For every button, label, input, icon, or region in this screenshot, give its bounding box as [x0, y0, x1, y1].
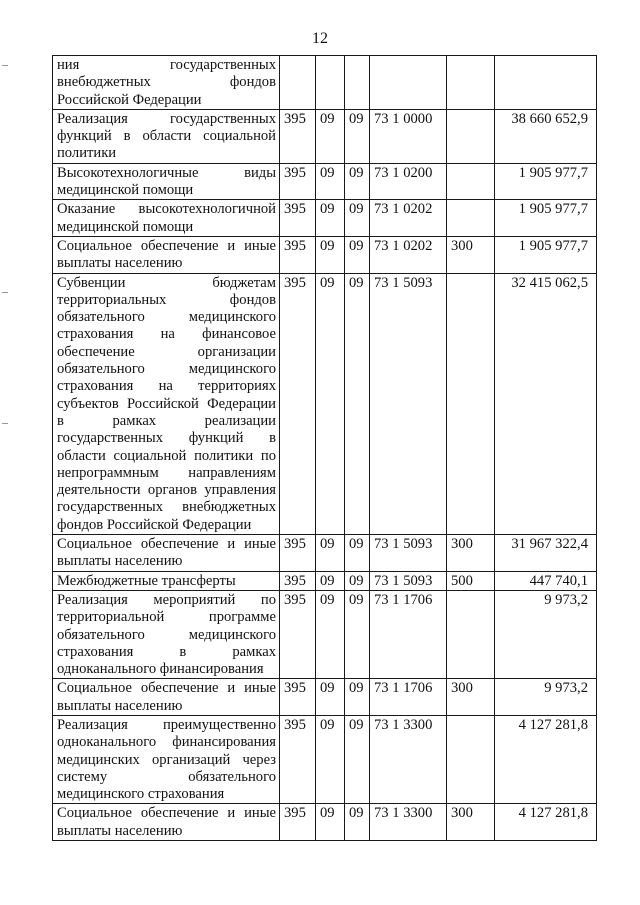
cell-expense-type: 300	[447, 236, 495, 273]
cell-amount: 447 740,1	[495, 571, 597, 590]
cell-amount: 9 973,2	[495, 679, 597, 716]
table-body	[53, 56, 597, 841]
cell-amount: 1 905 977,7	[495, 236, 597, 273]
table-row	[53, 200, 597, 237]
cell-target-article: 73 1 0200	[370, 163, 447, 200]
cell-admin-code: 395	[280, 109, 316, 163]
page-number: 12	[312, 30, 328, 47]
cell-admin-code	[280, 56, 316, 110]
cell-expense-type	[447, 273, 495, 534]
cell-name: Оказание высокотехнологичной медицинской помощи	[53, 200, 280, 237]
cell-subsection	[345, 56, 370, 110]
table-row	[53, 571, 597, 590]
cell-admin-code: 395	[280, 715, 316, 803]
cell-expense-type	[447, 163, 495, 200]
cell-subsection: 09	[345, 236, 370, 273]
cell-expense-type: 500	[447, 571, 495, 590]
cell-section: 09	[316, 236, 345, 273]
cell-expense-type	[447, 109, 495, 163]
scan-margin-mark	[2, 65, 8, 66]
cell-name: Реализация мероприятий по территориальной программе обязательного медицинского страхования в рамках одноканального финансирования	[53, 590, 280, 678]
cell-section: 09	[316, 273, 345, 534]
cell-section: 09	[316, 679, 345, 716]
table-row	[53, 163, 597, 200]
cell-amount: 38 660 652,9	[495, 109, 597, 163]
cell-expense-type	[447, 56, 495, 110]
cell-amount: 9 973,2	[495, 590, 597, 678]
cell-name: Межбюджетные трансферты	[53, 571, 280, 590]
scan-margin-mark	[2, 292, 8, 293]
table-row	[53, 273, 597, 534]
cell-admin-code: 395	[280, 200, 316, 237]
cell-section: 09	[316, 590, 345, 678]
table-row	[53, 535, 597, 572]
cell-name: Социальное обеспечение и иные выплаты населению	[53, 236, 280, 273]
cell-subsection: 09	[345, 715, 370, 803]
cell-subsection: 09	[345, 200, 370, 237]
cell-target-article: 73 1 5093	[370, 273, 447, 534]
cell-admin-code: 395	[280, 679, 316, 716]
cell-expense-type	[447, 715, 495, 803]
table-row	[53, 56, 597, 110]
cell-amount: 32 415 062,5	[495, 273, 597, 534]
cell-admin-code: 395	[280, 535, 316, 572]
cell-subsection: 09	[345, 804, 370, 841]
cell-expense-type	[447, 590, 495, 678]
cell-target-article: 73 1 0000	[370, 109, 447, 163]
cell-name: Реализация государственных функций в области социальной политики	[53, 109, 280, 163]
cell-section: 09	[316, 571, 345, 590]
cell-subsection: 09	[345, 163, 370, 200]
cell-target-article: 73 1 3300	[370, 715, 447, 803]
cell-target-article: 73 1 1706	[370, 679, 447, 716]
cell-amount: 4 127 281,8	[495, 715, 597, 803]
cell-name: Социальное обеспечение и иные выплаты населению	[53, 679, 280, 716]
cell-section: 09	[316, 804, 345, 841]
cell-subsection: 09	[345, 535, 370, 572]
cell-target-article: 73 1 3300	[370, 804, 447, 841]
cell-target-article: 73 1 0202	[370, 200, 447, 237]
cell-admin-code: 395	[280, 163, 316, 200]
cell-section: 09	[316, 163, 345, 200]
cell-section: 09	[316, 200, 345, 237]
cell-subsection: 09	[345, 679, 370, 716]
cell-expense-type: 300	[447, 804, 495, 841]
cell-section: 09	[316, 109, 345, 163]
table-row	[53, 590, 597, 678]
cell-amount: 4 127 281,8	[495, 804, 597, 841]
table-row	[53, 804, 597, 841]
cell-section: 09	[316, 715, 345, 803]
cell-target-article: 73 1 5093	[370, 535, 447, 572]
cell-name: Реализация преимущественно одноканального финансирования медицинских организаций через систему обязательного медицинского страхования	[53, 715, 280, 803]
table-row	[53, 715, 597, 803]
cell-amount	[495, 56, 597, 110]
cell-amount: 1 905 977,7	[495, 200, 597, 237]
cell-admin-code: 395	[280, 236, 316, 273]
cell-amount: 1 905 977,7	[495, 163, 597, 200]
cell-target-article: 73 1 5093	[370, 571, 447, 590]
cell-admin-code: 395	[280, 590, 316, 678]
cell-section	[316, 56, 345, 110]
cell-admin-code: 395	[280, 804, 316, 841]
budget-table	[52, 55, 597, 841]
cell-admin-code: 395	[280, 571, 316, 590]
cell-section: 09	[316, 535, 345, 572]
cell-expense-type: 300	[447, 679, 495, 716]
cell-admin-code: 395	[280, 273, 316, 534]
cell-name: Социальное обеспечение и иные выплаты населению	[53, 535, 280, 572]
cell-name: Высокотехнологичные виды медицинской помощи	[53, 163, 280, 200]
cell-expense-type	[447, 200, 495, 237]
cell-name: ния государственных внебюджетных фондов Российской Федерации	[53, 56, 280, 110]
table-row	[53, 109, 597, 163]
cell-subsection: 09	[345, 273, 370, 534]
cell-name: Субвенции бюджетам территориальных фондов обязательного медицинского страхования на финансовое обеспечение организации обязательного медицинского страхования на территориях субъектов Российской Федерации в рамках реализации государственных функций в области социальной политики по непрограммным направлениям деятельности органов управления государственных внебюджетных фондов Российской Федерации	[53, 273, 280, 534]
cell-target-article	[370, 56, 447, 110]
table-row	[53, 236, 597, 273]
cell-amount: 31 967 322,4	[495, 535, 597, 572]
cell-name: Социальное обеспечение и иные выплаты населению	[53, 804, 280, 841]
cell-target-article: 73 1 0202	[370, 236, 447, 273]
table-row	[53, 679, 597, 716]
cell-target-article: 73 1 1706	[370, 590, 447, 678]
cell-expense-type: 300	[447, 535, 495, 572]
scan-margin-mark	[2, 423, 8, 424]
cell-subsection: 09	[345, 109, 370, 163]
cell-subsection: 09	[345, 590, 370, 678]
cell-subsection: 09	[345, 571, 370, 590]
